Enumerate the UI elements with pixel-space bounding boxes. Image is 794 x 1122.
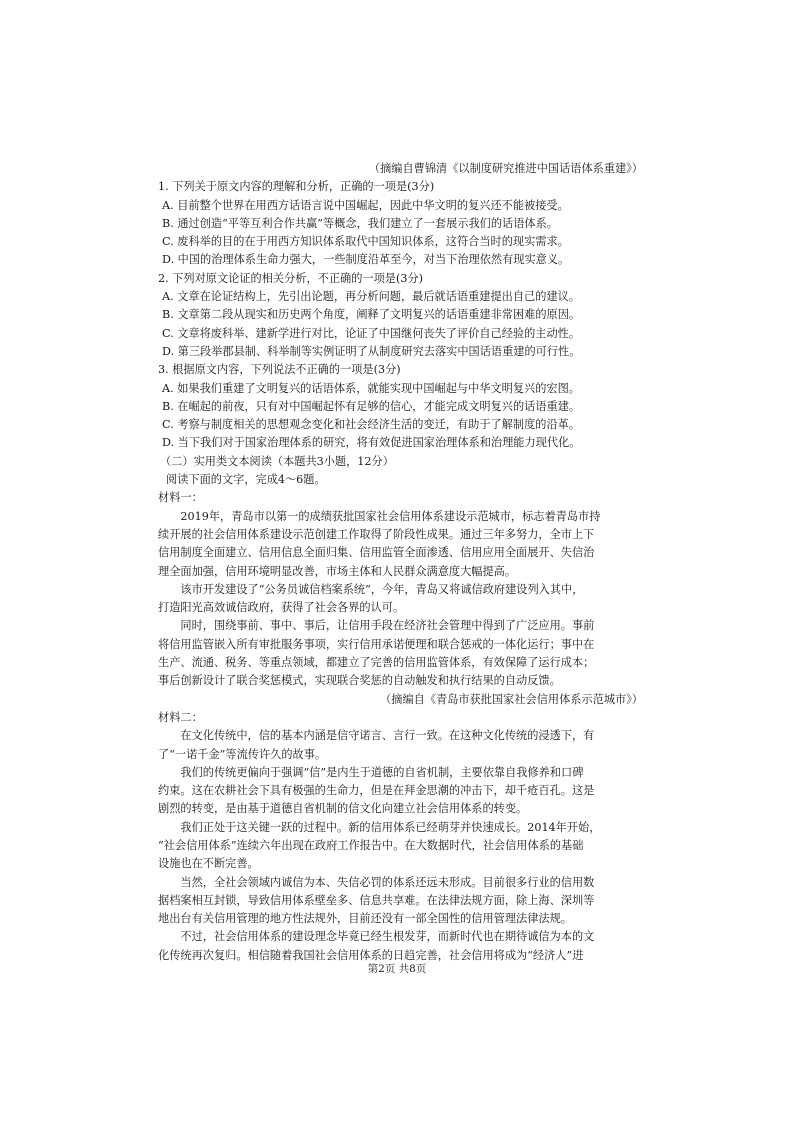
option-b: B. 在崛起的前夜，只有对中国崛起怀有足够的信心，才能完成文明复兴的话语重建。 [162, 399, 581, 413]
text-line: 化传统再次复归。相信随着我国社会信用体系的日趋完善，社会信用将成为“经济人”进 [158, 948, 584, 962]
option-d: D. 当下我们对于国家治理体系的研究，将有效促进国家治理体系和治理能力现代化。 [162, 436, 581, 450]
text-line: 理全面加强，信用环境明显改善，市场主体和人民群众满意度大幅提高。 [158, 564, 517, 578]
question-1 [158, 178, 643, 269]
text-line: 设施也在不断完善。 [158, 857, 259, 871]
material-label: 材料一： [158, 491, 203, 505]
text-line: 不过，社会信用体系的建设理念毕竟已经生根发芽，而新时代也在期待诚信为本的文 [180, 930, 595, 944]
question-stem: 1. 下列关于原文内容的理解和分析，正确的一项是(3分) [158, 180, 435, 194]
text-line: 在文化传统中，信的基本内涵是信守诺言、言行一致。在这种文化传统的浸透下，有 [180, 729, 595, 743]
text-line: 我们的传统更偏向于强调“信”是内生于道德的自省机制，主要依靠自我修养和口碑 [180, 765, 584, 779]
section-title: （二）实用类文本阅读（本题共3小题，12分） [160, 454, 394, 468]
option-a: A. 如果我们重建了文明复兴的话语体系，就能实现中国崛起与中华文明复兴的宏图。 [162, 381, 580, 395]
text-line: 同时，围绕事前、事中、事后，让信用手段在经济社会管理中得到了广泛应用。事前 [180, 619, 595, 633]
question-3 [158, 361, 643, 452]
text-line: 约束。这在农耕社会下具有极强的生命力，但是在拜金思潮的冲击下，却千疮百孔。这是 [158, 784, 595, 798]
option-c: C. 考察与制度相关的思想观念变化和社会经济生活的变迁，有助于了解制度的沿革。 [162, 418, 581, 432]
page-footer: 第2页 共8页 [367, 963, 427, 975]
text-line: 2019年，青岛市以第一的成绩获批国家社会信用体系建设示范城市，标志着青岛市持 [180, 509, 601, 523]
text-line: 该市开发建设了“公务员诚信档案系统”，今年，青岛又将诚信政府建设列入其中， [180, 582, 584, 596]
reading-instruction: 阅读下面的文字，完成4～6题。 [166, 473, 326, 487]
text-line: 据档案相互封锁，导致信用体系壁垒多、信息共享难。在法律法规方面，除上海、深圳等 [158, 893, 595, 907]
text-line: “社会信用体系”连续六年出现在政府工作报告中。在大数据时代，社会信用体系的基础 [158, 838, 584, 852]
option-b: B. 文章第二段从现实和历史两个角度，阐释了文明复兴的话语重建非常困难的原因。 [162, 308, 581, 322]
page-content [158, 160, 643, 965]
text-line: 生产、流通、税务、等重点领域，都建立了完善的信用监管体系，有效保障了运行成本； [158, 656, 595, 670]
text-line: 剧烈的转变，是由基于道德自省机制的信文化向建立社会信用体系的转变。 [158, 802, 528, 816]
material-1 [158, 489, 643, 709]
text-line: 事后创新设计了联合奖惩模式，实现联合奖惩的自动触发和执行结果的自动反馈。 [158, 674, 561, 688]
material1-source: （摘编自《青岛市获批国家社会信用体系示范城市》） [380, 692, 643, 706]
material-label: 材料二： [158, 710, 203, 724]
option-a: A. 目前整个世界在用西方话语言说中国崛起，因此中华文明的复兴还不能被接受。 [162, 198, 569, 212]
question-2 [158, 270, 643, 361]
text-line: 了“一诺千金”等流传许久的故事。 [158, 747, 327, 761]
question-stem: 2. 下列对原文论证的相关分析，不正确的一项是(3分) [158, 271, 424, 285]
text-line: 地出台有关信用管理的地方性法规外，目前还没有一部全国性的信用管理法律法规。 [158, 912, 572, 926]
text-line: 将信用监管嵌入所有审批服务事项，实行信用承诺便理和联合惩戒的一体化运行；事中在 [158, 637, 595, 651]
question-stem: 3. 根据原文内容，下列说法不正确的一项是(3分) [158, 363, 401, 377]
text-line: 当然，全社会领域内诚信为本、失信必罚的体系还远未形成。目前很多行业的信用数 [180, 875, 595, 889]
option-c: C. 废科举的目的在于用西方知识体系取代中国知识体系，这符合当时的现实需求。 [162, 235, 569, 249]
option-d: D. 中国的治理体系生命力强大，一些制度沿革至今，对当下治理依然有现实意义。 [162, 253, 570, 267]
text-line: 续开展的社会信用体系建设示范创建工作取得了阶段性成果。通过三年多努力，全市上下 [158, 527, 595, 541]
option-c: C. 文章将废科举、建新学进行对比，论证了中国继何丧失了评价自己经验的主动性。 [162, 326, 581, 340]
text-line: 打造阳光高效诚信政府，获得了社会各界的认可。 [158, 601, 405, 615]
option-a: A. 文章在论证结构上，先引出论题，再分析问题，最后就话语重建提出自己的建议。 [162, 290, 580, 304]
text-line: 我们正处于这关键一跃的过程中。新的信用体系已经萌芽并快速成长。2014年开始， [180, 820, 601, 834]
option-d: D. 第三段举郡县制、科举制等实例证明了从制度研究去落实中国话语重建的可行性。 [162, 344, 581, 358]
material-2 [158, 709, 643, 965]
text-line: 信用制度全面建立、信用信息全面归集、信用监管全面渗透、信用应用全面展开、失信治 [158, 546, 595, 560]
passage1-source: （摘编自曹锦清《以制度研究推进中国话语体系重建》） [368, 162, 643, 175]
option-b: B. 通过创造“平等互利合作共赢”等概念，我们建立了一套展示我们的话语体系。 [162, 216, 558, 230]
